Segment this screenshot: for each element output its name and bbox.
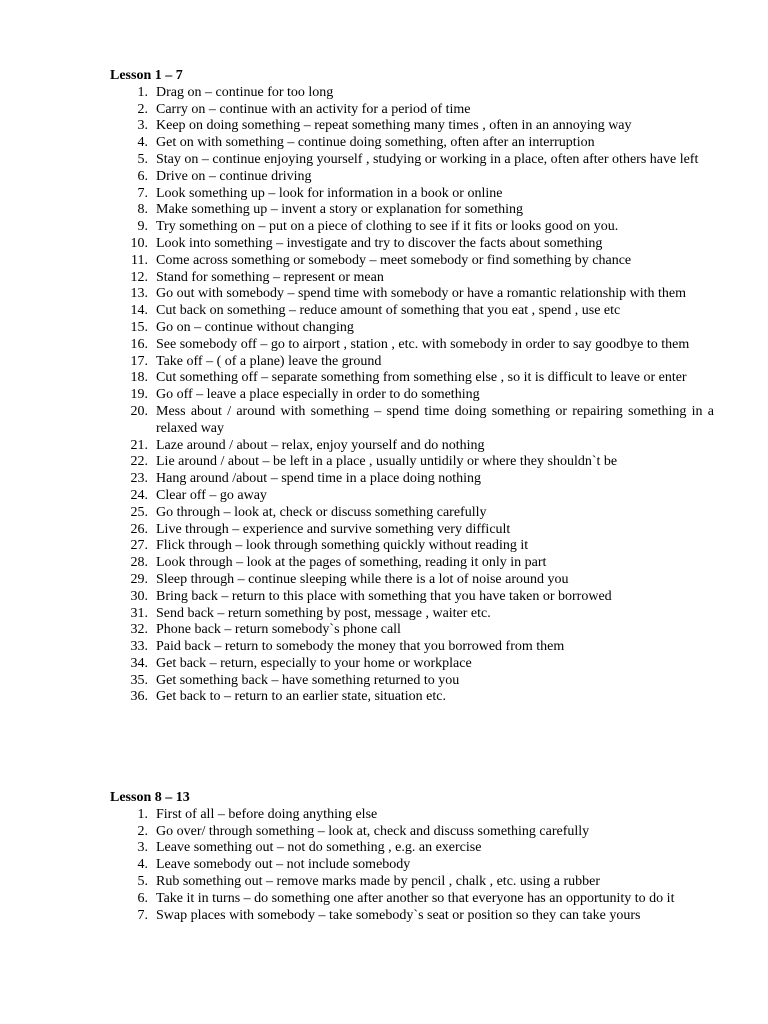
list-item [110, 538, 714, 555]
item-number: 33. [130, 639, 148, 655]
list-item [110, 840, 714, 857]
list-item [110, 102, 714, 119]
item-number: 15. [130, 319, 148, 335]
item-number: 18. [130, 370, 148, 386]
item-number: 19. [130, 387, 148, 403]
item-definition: Carry on – continue with an activity for a period of time [156, 101, 471, 117]
item-number: 31. [130, 605, 148, 621]
list-item [110, 572, 714, 589]
item-definition: Take off – ( of a plane) leave the ground [156, 353, 382, 369]
item-definition: Go through – look at, check or discuss something carefully [156, 504, 487, 520]
list-item [110, 370, 714, 387]
item-number: 8. [137, 202, 148, 218]
item-definition: Sleep through – continue sleeping while there is a lot of noise around you [156, 571, 569, 587]
item-definition: Leave somebody out – not include somebody [156, 857, 411, 873]
item-number: 17. [130, 353, 148, 369]
item-definition: Swap places with somebody – take somebody`s seat or position so they can take yours [156, 907, 641, 923]
item-number: 23. [130, 471, 148, 487]
list-item [110, 891, 714, 908]
item-definition: Go out with somebody – spend time with somebody or have a romantic relationship with them [156, 286, 686, 302]
list-item [110, 689, 714, 706]
list-item [110, 589, 714, 606]
item-definition: Hang around /about – spend time in a place doing nothing [156, 471, 482, 487]
list-item [110, 236, 714, 253]
list-item [110, 639, 714, 656]
phrasal-verb-list [110, 807, 714, 925]
item-number: 4. [137, 135, 148, 151]
item-number: 4. [137, 857, 148, 873]
list-item [110, 135, 714, 152]
list-item [110, 555, 714, 572]
list-item [110, 404, 714, 438]
item-number: 30. [130, 588, 148, 604]
item-definition: Look into something – investigate and try to discover the facts about something [156, 235, 603, 251]
item-definition: Stay on – continue enjoying yourself , studying or working in a place, often after others have left [156, 151, 699, 167]
item-number: 7. [137, 907, 148, 923]
item-definition: Get something back – have something returned to you [156, 672, 460, 688]
list-item [110, 219, 714, 236]
list-item [110, 857, 714, 874]
list-item [110, 471, 714, 488]
item-definition: Lie around / about – be left in a place , usually untidily or where they shouldn`t be [156, 454, 618, 470]
list-item [110, 522, 714, 539]
lesson-section-2 [110, 790, 714, 924]
item-number: 12. [130, 269, 148, 285]
item-definition: Come across something or somebody – meet somebody or find something by chance [156, 252, 632, 268]
list-item [110, 824, 714, 841]
list-item [110, 270, 714, 287]
item-definition: Go over/ through something – look at, check and discuss something carefully [156, 823, 590, 839]
list-item [110, 186, 714, 203]
item-definition: Keep on doing something – repeat something many times , often in an annoying way [156, 118, 632, 134]
item-definition: First of all – before doing anything else [156, 806, 378, 822]
item-definition: Clear off – go away [156, 487, 267, 503]
list-item [110, 286, 714, 303]
item-number: 3. [137, 840, 148, 856]
list-item [110, 354, 714, 371]
item-number: 3. [137, 118, 148, 134]
item-definition: Go on – continue without changing [156, 319, 354, 335]
item-number: 36. [130, 689, 148, 705]
item-definition: Laze around / about – relax, enjoy yourself and do nothing [156, 437, 485, 453]
item-number: 22. [130, 454, 148, 470]
list-item [110, 85, 714, 102]
item-number: 1. [137, 806, 148, 822]
item-definition: Flick through – look through something quickly without reading it [156, 538, 529, 554]
item-number: 35. [130, 672, 148, 688]
item-number: 7. [137, 185, 148, 201]
item-definition: Send back – return something by post, message , waiter etc. [156, 605, 491, 621]
item-number: 26. [130, 521, 148, 537]
item-number: 16. [130, 336, 148, 352]
item-number: 21. [130, 437, 148, 453]
item-definition: Rub something out – remove marks made by pencil , chalk , etc. using a rubber [156, 873, 601, 889]
item-number: 6. [137, 890, 148, 906]
list-item [110, 387, 714, 404]
lesson-title: Lesson 8 – 13 [110, 790, 190, 805]
list-item [110, 303, 714, 320]
list-item [110, 438, 714, 455]
item-number: 2. [137, 823, 148, 839]
item-definition: Get back – return, especially to your home or workplace [156, 655, 472, 671]
list-item [110, 656, 714, 673]
item-definition: Paid back – return to somebody the money that you borrowed from them [156, 639, 565, 655]
item-definition: Look through – look at the pages of something, reading it only in part [156, 555, 547, 571]
item-number: 5. [137, 873, 148, 889]
item-definition: Mess about / around with something – spend time doing something or repairing something in a relaxed way [156, 403, 714, 436]
list-item [110, 622, 714, 639]
item-definition: Take it in turns – do something one after another so that everyone has an opportunity to do it [156, 890, 675, 906]
item-definition: Drive on – continue driving [156, 168, 312, 184]
item-number: 28. [130, 555, 148, 571]
list-item [110, 202, 714, 219]
item-definition: Bring back – return to this place with something that you have taken or borrowed [156, 588, 612, 604]
item-definition: Stand for something – represent or mean [156, 269, 384, 285]
phrasal-verb-list [110, 85, 714, 706]
item-definition: Get on with something – continue doing something, often after an interruption [156, 135, 595, 151]
item-number: 6. [137, 168, 148, 184]
list-item [110, 152, 714, 169]
list-item [110, 807, 714, 824]
item-number: 9. [137, 219, 148, 235]
item-definition: Phone back – return somebody`s phone call [156, 622, 401, 638]
item-number: 5. [137, 151, 148, 167]
lesson-section-1 [110, 68, 714, 706]
item-number: 20. [130, 403, 148, 419]
list-item [110, 908, 714, 925]
list-item [110, 169, 714, 186]
list-item [110, 320, 714, 337]
item-definition: Get back to – return to an earlier state, situation etc. [156, 689, 447, 705]
item-definition: Go off – leave a place especially in order to do something [156, 387, 480, 403]
list-item [110, 874, 714, 891]
item-number: 32. [130, 622, 148, 638]
item-number: 2. [137, 101, 148, 117]
item-definition: Leave something out – not do something , e.g. an exercise [156, 840, 482, 856]
item-number: 24. [130, 487, 148, 503]
item-definition: Drag on – continue for too long [156, 84, 334, 100]
item-definition: Try something on – put on a piece of clothing to see if it fits or looks good on you. [156, 219, 619, 235]
item-number: 29. [130, 571, 148, 587]
item-number: 27. [130, 538, 148, 554]
item-number: 10. [130, 235, 148, 251]
item-number: 1. [137, 84, 148, 100]
item-definition: Live through – experience and survive something very difficult [156, 521, 511, 537]
list-item [110, 253, 714, 270]
item-definition: Cut back on something – reduce amount of something that you eat , spend , use etc [156, 303, 621, 319]
list-item [110, 488, 714, 505]
list-item [110, 673, 714, 690]
item-definition: See somebody off – go to airport , station , etc. with somebody in order to say goodbye to them [156, 336, 690, 352]
list-item [110, 505, 714, 522]
list-item [110, 454, 714, 471]
item-number: 13. [130, 286, 148, 302]
item-definition: Cut something off – separate something from something else , so it is difficult to leave or enter [156, 370, 687, 386]
item-definition: Make something up – invent a story or explanation for something [156, 202, 524, 218]
item-number: 34. [130, 655, 148, 671]
item-number: 25. [130, 504, 148, 520]
item-number: 11. [131, 252, 148, 268]
item-definition: Look something up – look for information in a book or online [156, 185, 503, 201]
item-number: 14. [130, 303, 148, 319]
list-item [110, 606, 714, 623]
lesson-title: Lesson 1 – 7 [110, 68, 183, 83]
list-item [110, 337, 714, 354]
list-item [110, 118, 714, 135]
